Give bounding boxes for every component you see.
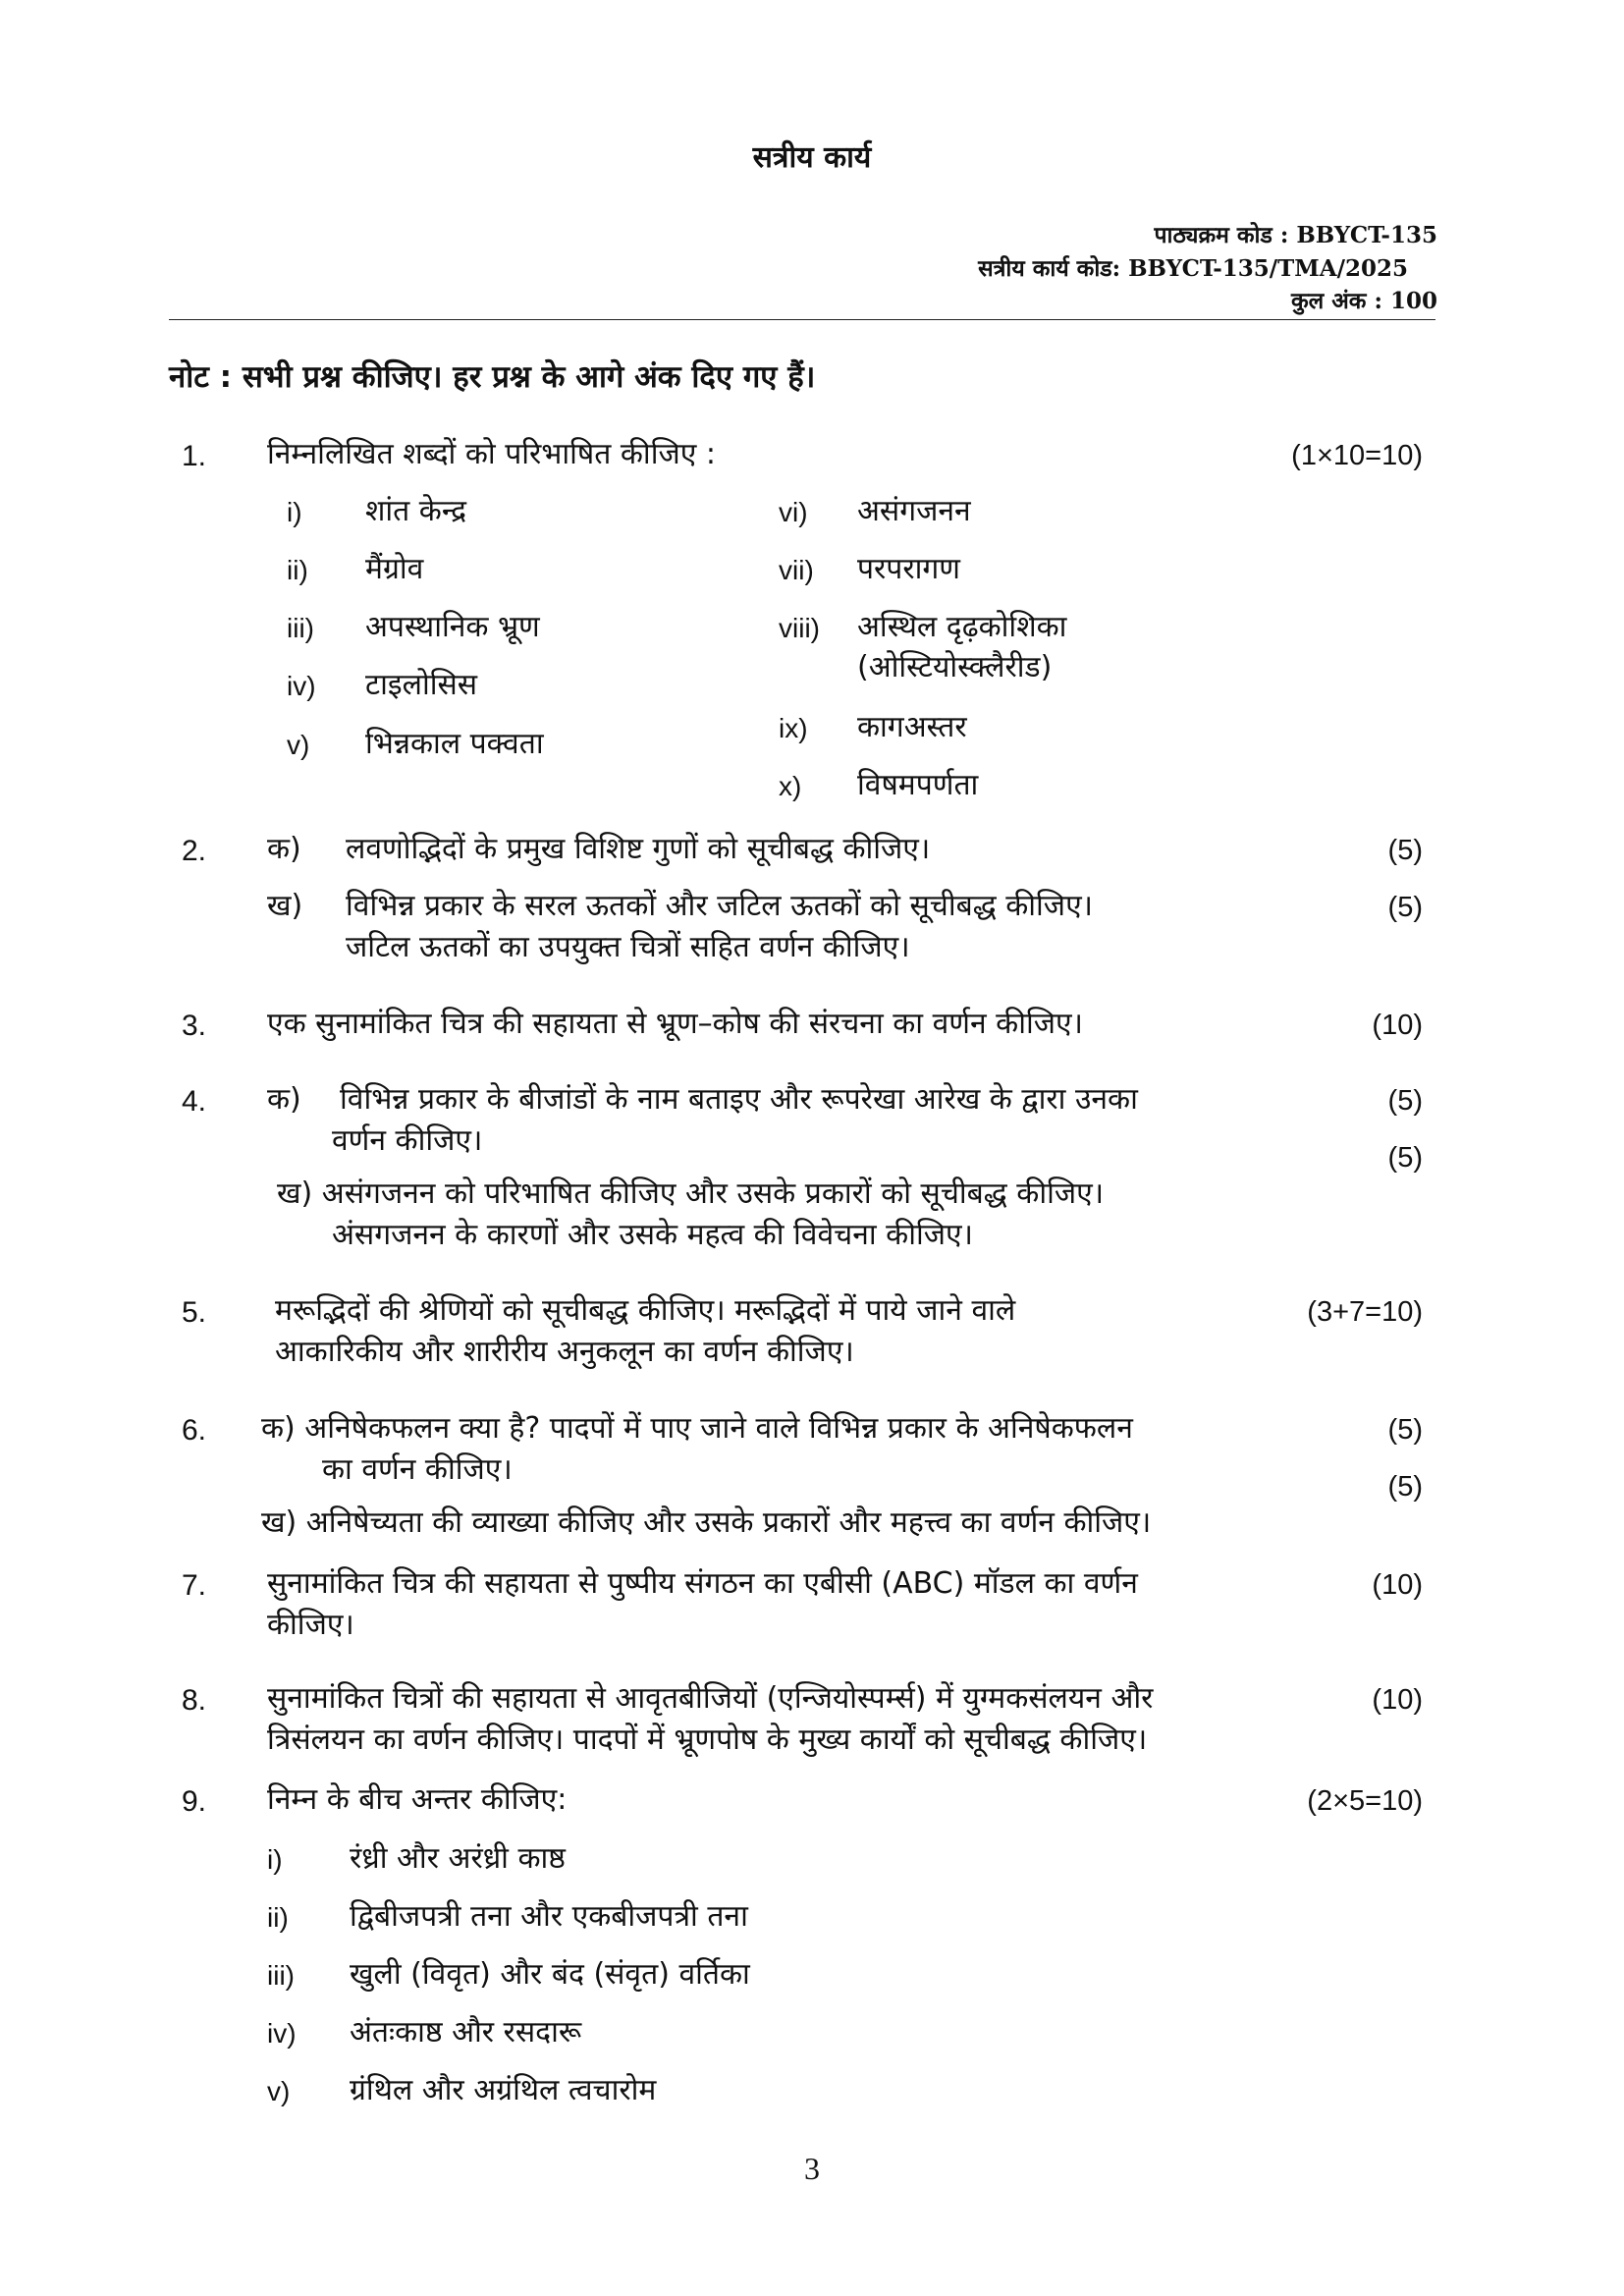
q6-a-text-cont: का वर्णन कीजिए। (322, 1452, 513, 1487)
q9-item-num: v) (267, 2076, 291, 2106)
page-title: सत्रीय कार्य (752, 140, 872, 175)
q4-b-text: ख) असंगजनन को परिभाषित कीजिए और उसके प्रकारों को सूचीबद्ध कीजिए। (277, 1176, 1105, 1211)
q9-item-text: अंतःकाष्ठ और रसदारू (350, 2015, 582, 2050)
q7-number: 7. (182, 1569, 207, 1602)
q5-text: मरूद्भिदों की श्रेणियों को सूचीबद्ध कीजिए। मरूद्भिदों में पाये जाने वाले (275, 1293, 1016, 1328)
q9-marks: (2×5=10) (1307, 1785, 1423, 1817)
q1-item-num: i) (287, 497, 302, 527)
q9-item-num: iv) (267, 2018, 297, 2049)
q9-item-num: iii) (267, 1960, 295, 1991)
q9-item-text: रंध्री और अरंध्री काष्ठ (350, 1841, 566, 1876)
q4-b-marks: (5) (1387, 1142, 1423, 1174)
max-marks: कुल अंक : 100 (1290, 288, 1437, 314)
q6-b-marks: (5) (1387, 1471, 1423, 1503)
header-divider (169, 319, 1435, 320)
q4-number: 4. (182, 1085, 207, 1118)
q9-item-num: ii) (267, 1902, 289, 1933)
q1-item-num: ii) (287, 555, 308, 585)
assignment-code: सत्रीय कार्य कोड: BBYCT-135/TMA/2025 (978, 255, 1408, 282)
q1-item-num: vii) (779, 555, 814, 585)
q4-a-label: क) (267, 1082, 301, 1117)
q1-item-text: विषमपर्णता (857, 768, 979, 802)
q1-item-text: असंगजनन (857, 494, 971, 528)
q2-a-marks: (5) (1387, 835, 1423, 866)
q2-a-label: क) (267, 832, 301, 866)
q1-item-num: viii) (779, 613, 820, 643)
q7-text: सुनामांकित चित्र की सहायता से पुष्पीय संगठन का एबीसी (ABC) मॉडल का वर्णन (267, 1566, 1138, 1601)
q1-item-num: v) (287, 730, 310, 760)
q6-a-text: क) अनिषेकफलन क्या है? पादपों में पाए जाने वाले विभिन्न प्रकार के अनिषेकफलन (261, 1411, 1133, 1446)
q6-a-marks: (5) (1387, 1414, 1423, 1446)
instruction-note: नोट : सभी प्रश्न कीजिए। हर प्रश्न के आगे अंक दिए गए हैं। (169, 359, 816, 395)
q1-item-text: मैंग्रोव (365, 552, 424, 586)
q8-number: 8. (182, 1684, 207, 1717)
q1-item-text: कागअस्तर (857, 710, 967, 744)
q1-item-num: iv) (287, 671, 316, 701)
q9-item-num: i) (267, 1844, 283, 1875)
q1-item-text: परपरागण (857, 552, 960, 586)
q1-item-num: x) (779, 771, 802, 801)
q1-number: 1. (182, 440, 207, 472)
q1-item-num: vi) (779, 497, 808, 527)
q1-item-text: शांत केन्द्र (365, 494, 467, 528)
q5-marks: (3+7=10) (1307, 1296, 1423, 1328)
q1-text: निम्नलिखित शब्दों को परिभाषित कीजिए : (267, 437, 716, 471)
q3-marks: (10) (1372, 1010, 1423, 1041)
q7-marks: (10) (1372, 1569, 1423, 1601)
q1-item-text: भिन्नकाल पक्वता (365, 727, 544, 761)
q8-text: सुनामांकित चित्रों की सहायता से आवृतबीजियों (एन्जियोस्पर्म्स) में युग्मकसंलयन और (267, 1681, 1154, 1716)
q9-text: निम्न के बीच अन्तर कीजिए: (267, 1782, 568, 1817)
q1-item-num: iii) (287, 613, 314, 643)
q7-text-cont: कीजिए। (267, 1608, 354, 1642)
q4-a-marks: (5) (1387, 1085, 1423, 1117)
q2-a-text: लवणोद्भिदों के प्रमुख विशिष्ट गुणों को सूचीबद्ध कीजिए। (346, 832, 931, 866)
page-number: 3 (804, 2151, 820, 2186)
q9-item-text: ग्रंथिल और अग्रंथिल त्वचारोम (350, 2073, 657, 2107)
q1-marks: (1×10=10) (1291, 440, 1423, 471)
q9-item-text: द्विबीजपत्री तना और एकबीजपत्री तना (350, 1899, 748, 1934)
q5-number: 5. (182, 1296, 207, 1329)
q8-marks: (10) (1372, 1684, 1423, 1716)
q4-b-text-cont: अंसगजनन के कारणों और उसके महत्व की विवेचना कीजिए। (332, 1218, 973, 1252)
q1-item-text: अस्थिल दृढ़कोशिका (857, 610, 1067, 644)
q5-text-cont: आकारिकीय और शारीरीय अनुकलून का वर्णन कीजिए। (275, 1335, 854, 1369)
q6-number: 6. (182, 1414, 207, 1447)
q2-number: 2. (182, 835, 207, 867)
q3-number: 3. (182, 1010, 207, 1042)
course-code: पाठ्यक्रम कोड : BBYCT-135 (1154, 222, 1437, 248)
q8-text-cont: त्रिसंलयन का वर्णन कीजिए। पादपों में भ्रूणपोष के मुख्य कार्यों को सूचीबद्ध कीजिए। (267, 1722, 1148, 1757)
q2-b-marks: (5) (1387, 892, 1423, 923)
q1-item-text: टाइलोसिस (365, 668, 478, 702)
q4-a-text: विभिन्न प्रकार के बीजांडों के नाम बताइए और रूपरेखा आरेख के द्वारा उनका (340, 1082, 1138, 1117)
q9-number: 9. (182, 1785, 207, 1818)
q6-b-text: ख) अनिषेच्यता की व्याख्या कीजिए और उसके प्रकारों और महत्त्व का वर्णन कीजिए। (261, 1505, 1152, 1540)
q9-item-text: खुली (विवृत) और बंद (संवृत) वर्तिका (350, 1957, 750, 1992)
q2-b-text: विभिन्न प्रकार के सरल ऊतकों और जटिल ऊतकों को सूचीबद्ध कीजिए। (346, 889, 1094, 923)
q1-item-text-cont: (ओस्टियोस्क्लैरीड) (857, 650, 1053, 684)
q2-b-text-cont: जटिल ऊतकों का उपयुक्त चित्रों सहित वर्णन कीजिए। (346, 930, 910, 964)
q1-item-num: ix) (779, 713, 808, 743)
q4-a-text-cont: वर्णन कीजिए। (332, 1123, 483, 1158)
q2-b-label: ख) (267, 889, 303, 923)
q1-item-text: अपस्थानिक भ्रूण (365, 610, 540, 644)
q3-text: एक सुनामांकित चित्र की सहायता से भ्रूण–कोष की संरचना का वर्णन कीजिए। (267, 1007, 1083, 1041)
